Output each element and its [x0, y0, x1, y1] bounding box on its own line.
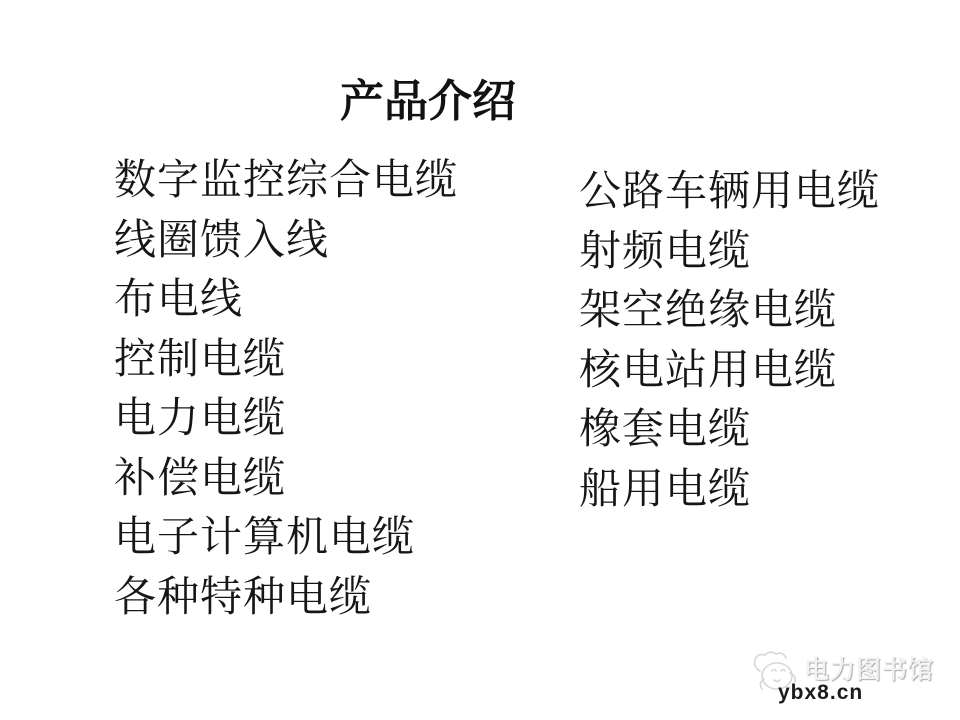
watermark	[748, 645, 948, 715]
product-list-right	[579, 163, 880, 520]
list-item: 补偿电缆	[114, 455, 287, 502]
list-item: 公路车辆用电缆	[579, 169, 881, 215]
list-item: 船用电缆	[579, 466, 752, 513]
list-item: 各种特种电缆	[114, 574, 373, 621]
list-item: 电力电缆	[114, 396, 287, 442]
list-item: 数字监控综合电缆	[114, 158, 459, 204]
list-item: 线圈馈入线	[114, 217, 330, 264]
product-list-left	[114, 152, 458, 628]
list-item: 控制电缆	[114, 336, 287, 383]
list-item: 橡套电缆	[579, 407, 752, 453]
list-item: 射频电缆	[579, 228, 752, 275]
list-item: 电子计算机电缆	[114, 515, 416, 561]
watermark-site-url: ybx8.cn	[778, 681, 864, 704]
page-title: 产品介绍	[340, 77, 516, 126]
list-item: 架空绝缘电缆	[579, 288, 838, 334]
list-item: 布电线	[114, 277, 244, 323]
watermark-site-name: 电力图书馆	[804, 657, 935, 684]
list-item: 核电站用电缆	[579, 347, 838, 394]
